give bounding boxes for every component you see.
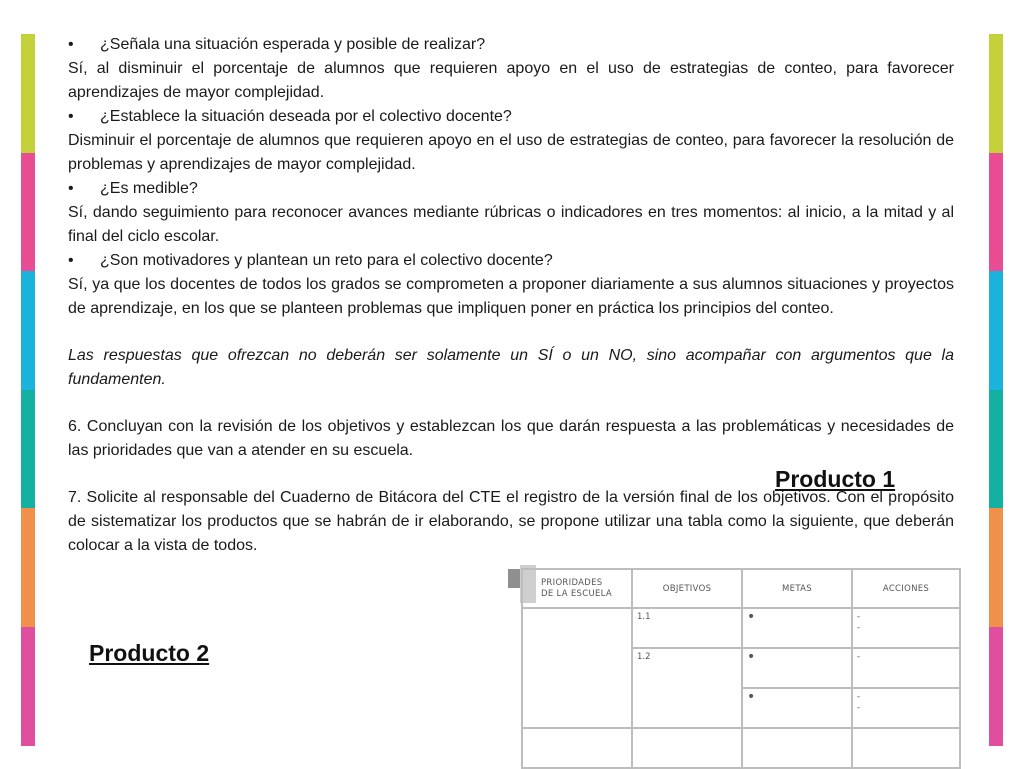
objetivo-cell: 1.2 xyxy=(632,648,742,728)
question-2 xyxy=(68,105,954,129)
stripe-segment xyxy=(989,153,1003,272)
left-color-stripe xyxy=(21,34,35,746)
product-1-label: Producto 1 xyxy=(775,466,896,492)
stripe-segment xyxy=(21,508,35,627)
instruction-note: Las respuestas que ofrezcan no deberán ser solamente un SÍ o un NO, sino acompañar con argumentos que la fundamenten. xyxy=(68,347,954,388)
meta-cell: • xyxy=(742,688,852,728)
header-text: PRIORIDADES xyxy=(541,577,603,588)
question-4 xyxy=(68,249,954,273)
empty-cell xyxy=(632,728,742,768)
bullet-icon: • xyxy=(68,36,74,53)
stripe-segment xyxy=(989,34,1003,153)
stripe-segment xyxy=(21,153,35,272)
stripe-segment xyxy=(989,627,1003,746)
header-metas: METAS xyxy=(742,569,852,608)
question-text: ¿Señala una situación esperada y posible de realizar? xyxy=(100,36,486,53)
stripe-segment xyxy=(21,627,35,746)
bullet-icon: • xyxy=(68,252,74,269)
objetivo-cell: 1.1 xyxy=(632,608,742,648)
bullet-icon: • xyxy=(68,180,74,197)
step-6: 6. Concluyan con la revisión de los objetivos y establezcan los que darán respuesta a las problemáticas y necesidades de las prioridades que van a atender en su escuela. xyxy=(68,418,954,459)
header-acciones: ACCIONES xyxy=(852,569,960,608)
acciones-cell xyxy=(852,648,960,688)
right-color-stripe xyxy=(989,34,1003,746)
header-objetivos: OBJETIVOS xyxy=(632,569,742,608)
accion-item: - xyxy=(857,703,861,713)
accion-item: - xyxy=(857,652,861,662)
product-2-label: Producto 2 xyxy=(89,640,210,666)
stripe-segment xyxy=(989,271,1003,390)
meta-cell: • xyxy=(742,608,852,648)
meta-cell: • xyxy=(742,648,852,688)
table-header-row xyxy=(522,569,960,608)
stripe-segment xyxy=(989,508,1003,627)
empty-cell xyxy=(742,728,852,768)
answer-2: Disminuir el porcentaje de alumnos que requieren apoyo en el uso de estrategias de conteo, para favorecer la resolución de problemas y aprendizajes de mayor complejidad. xyxy=(68,132,954,173)
question-3 xyxy=(68,177,954,201)
accion-item: - xyxy=(857,692,861,702)
question-text: ¿Son motivadores y plantean un reto para el colectivo docente? xyxy=(100,252,553,269)
bullet-icon: • xyxy=(68,108,74,125)
question-text: ¿Es medible? xyxy=(100,180,198,197)
stripe-segment xyxy=(21,271,35,390)
header-prioridades xyxy=(522,569,632,608)
accion-item: - xyxy=(857,623,861,633)
planning-table xyxy=(521,568,961,769)
spacer xyxy=(68,321,954,344)
answer-1: Sí, al disminuir el porcentaje de alumnos que requieren apoyo en el uso de estrategias de conteo, para favorecer aprendizajes de mayor complejidad. xyxy=(68,60,954,101)
step-7: 7. Solicite al responsable del Cuaderno de Bitácora del CTE el registro de la versión final de los objetivos. Con el propósito de sistematizar los productos que se habrán de ir elaborando, se propone utilizar una tabla como la siguiente, que deberán colocar a la vista de todos. xyxy=(68,489,954,554)
acciones-cell xyxy=(852,608,960,648)
stripe-segment xyxy=(989,390,1003,509)
question-text: ¿Establece la situación deseada por el colectivo docente? xyxy=(100,108,512,125)
answer-4: Sí, ya que los docentes de todos los grados se comprometen a proponer diariamente a sus alumnos situaciones y proyectos de aprendizaje, en los que se planteen problemas que impliquen poner en práctica los principios del conteo. xyxy=(68,276,954,317)
accion-item: - xyxy=(857,612,861,622)
table-row xyxy=(522,608,960,648)
stripe-segment xyxy=(21,34,35,153)
question-1 xyxy=(68,33,954,57)
spacer xyxy=(68,392,954,415)
answer-3: Sí, dando seguimiento para reconocer avances mediante rúbricas o indicadores en tres momentos: al inicio, a la mitad y al final del ciclo escolar. xyxy=(68,204,954,245)
acciones-cell xyxy=(852,688,960,728)
stripe-segment xyxy=(21,390,35,509)
table-row xyxy=(522,728,960,768)
empty-cell xyxy=(522,728,632,768)
prioridad-cell xyxy=(522,608,632,728)
header-text: DE LA ESCUELA xyxy=(541,588,613,599)
empty-cell xyxy=(852,728,960,768)
